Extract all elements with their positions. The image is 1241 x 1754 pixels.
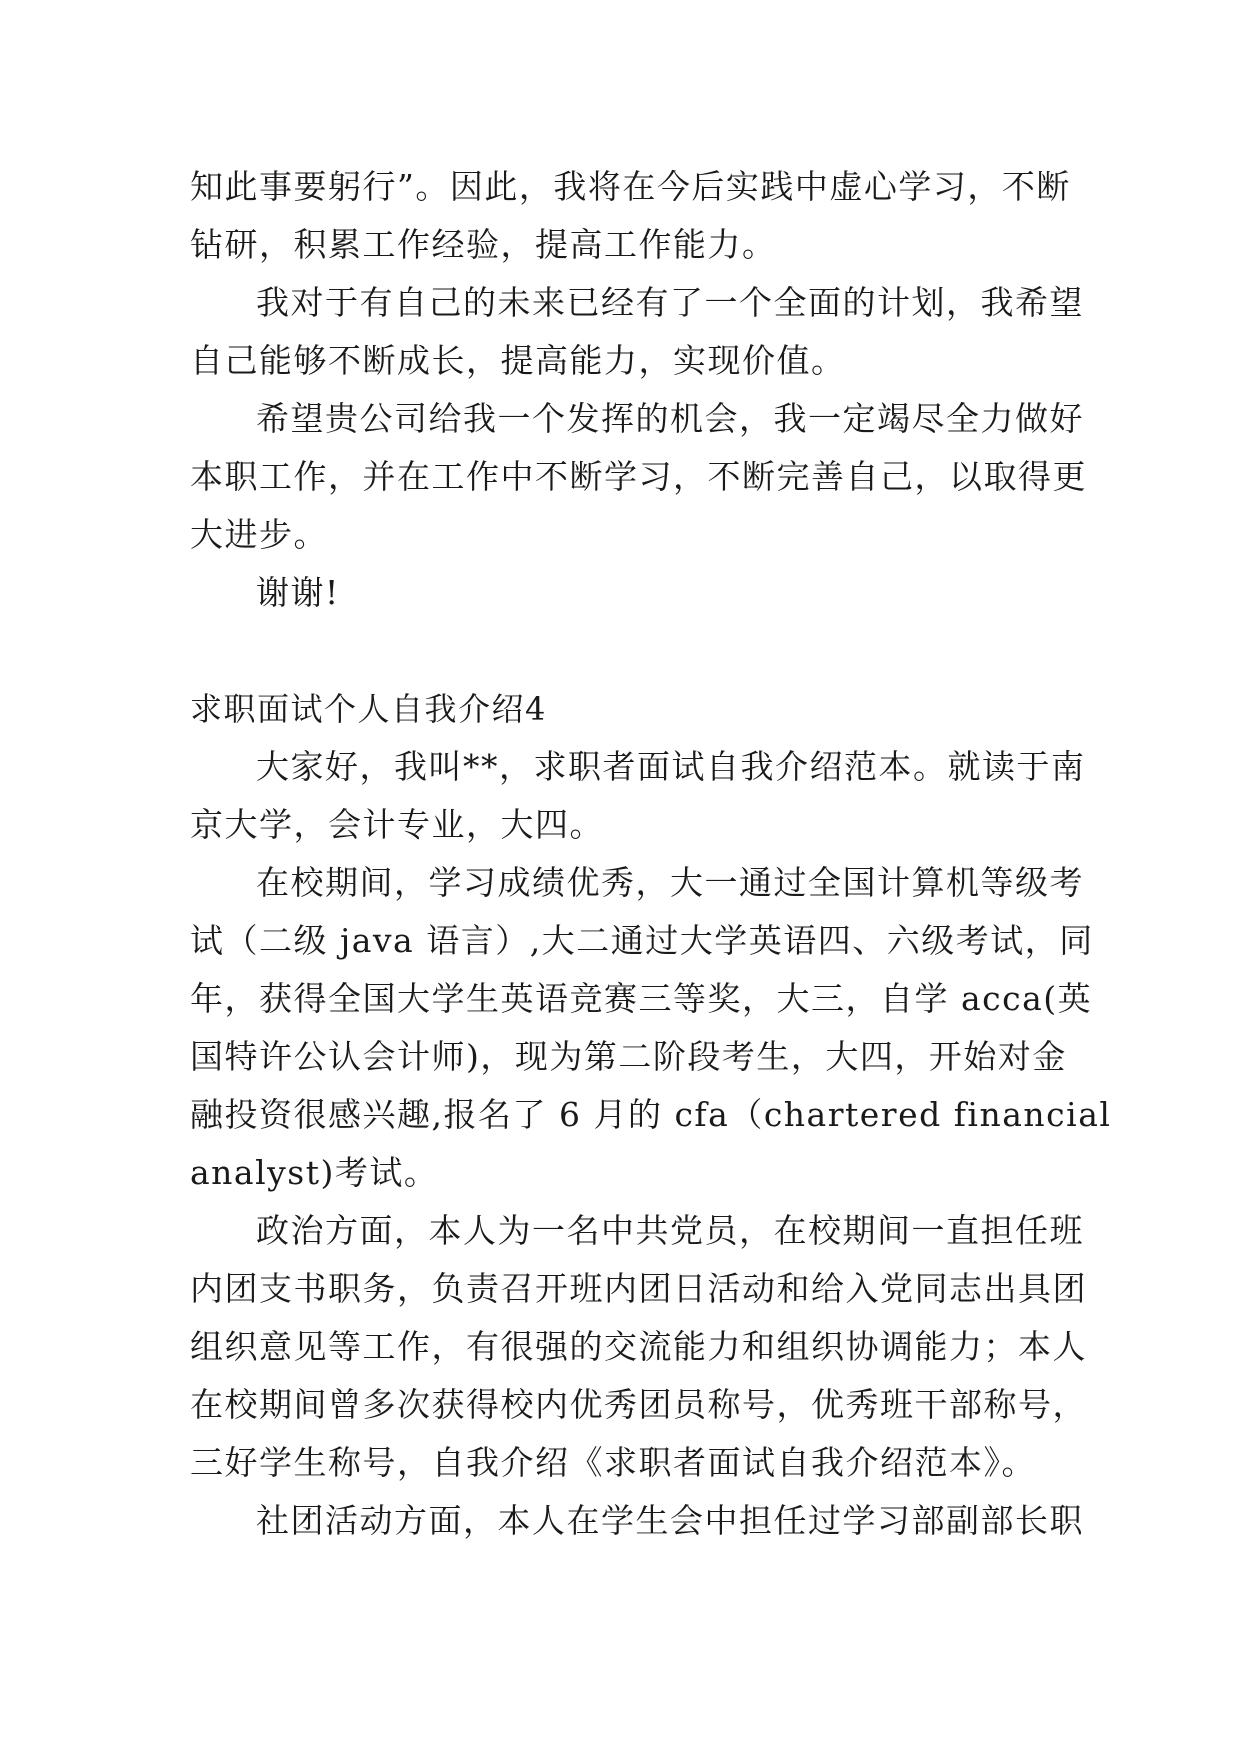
paragraph bbox=[190, 564, 1048, 622]
text-line: 希望贵公司给我一个发挥的机会，我一定竭尽全力做好 bbox=[256, 399, 1084, 438]
text-line: 内团支书职务，负责召开班内团日活动和给入党同志出具团 bbox=[190, 1269, 1087, 1308]
text-line: 知此事要躬行”。因此，我将在今后实践中虚心学习，不断 bbox=[190, 167, 1071, 206]
document-page bbox=[190, 158, 1112, 1550]
text-line: 我对于有自己的未来已经有了一个全面的计划，我希望 bbox=[256, 283, 1084, 322]
paragraph bbox=[190, 390, 1087, 564]
text-line: analyst)考试。 bbox=[190, 1153, 439, 1192]
text-line: 试（二级 java 语言）,大二通过大学英语四、六级考试，同 bbox=[190, 921, 1094, 960]
section-gap bbox=[190, 622, 1048, 680]
text-line: 大进步。 bbox=[190, 515, 328, 554]
text-line: 组织意见等工作，有很强的交流能力和组织协调能力；本人 bbox=[190, 1327, 1087, 1366]
text-line: 融投资很感兴趣,报名了 6 月的 cfa（chartered financial bbox=[190, 1095, 1112, 1134]
text-line: 京大学，会计专业，大四。 bbox=[190, 805, 604, 844]
text-line: 三好学生称号，自我介绍《求职者面试自我介绍范本》。 bbox=[190, 1443, 1036, 1482]
paragraph bbox=[190, 158, 1071, 274]
paragraph bbox=[190, 854, 1112, 1202]
section-heading: 求职面试个人自我介绍4 bbox=[190, 690, 547, 728]
text-line: 在校期间，学习成绩优秀，大一通过全国计算机等级考 bbox=[256, 863, 1084, 902]
text-line: 大家好，我叫**，求职者面试自我介绍范本。就读于南 bbox=[256, 747, 1086, 786]
text-line: 本职工作，并在工作中不断学习，不断完善自己，以取得更 bbox=[190, 457, 1087, 496]
text-line: 社团活动方面，本人在学生会中担任过学习部副部长职 bbox=[256, 1501, 1084, 1540]
paragraph bbox=[190, 1492, 1084, 1550]
text-line: 在校期间曾多次获得校内优秀团员称号，优秀班干部称号， bbox=[190, 1385, 1087, 1424]
text-line: 钻研，积累工作经验，提高工作能力。 bbox=[190, 225, 777, 264]
text-line: 谢谢! bbox=[256, 573, 340, 612]
paragraph bbox=[190, 274, 1084, 390]
paragraph bbox=[190, 1202, 1087, 1492]
text-line: 国特许公认会计师)，现为第二阶段考生，大四，开始对金 bbox=[190, 1037, 1067, 1076]
text-line: 政治方面，本人为一名中共党员，在校期间一直担任班 bbox=[256, 1211, 1084, 1250]
text-line: 年，获得全国大学生英语竞赛三等奖，大三，自学 acca(英 bbox=[190, 979, 1093, 1018]
paragraph bbox=[190, 738, 1086, 854]
text-line: 自己能够不断成长，提高能力，实现价值。 bbox=[190, 341, 846, 380]
